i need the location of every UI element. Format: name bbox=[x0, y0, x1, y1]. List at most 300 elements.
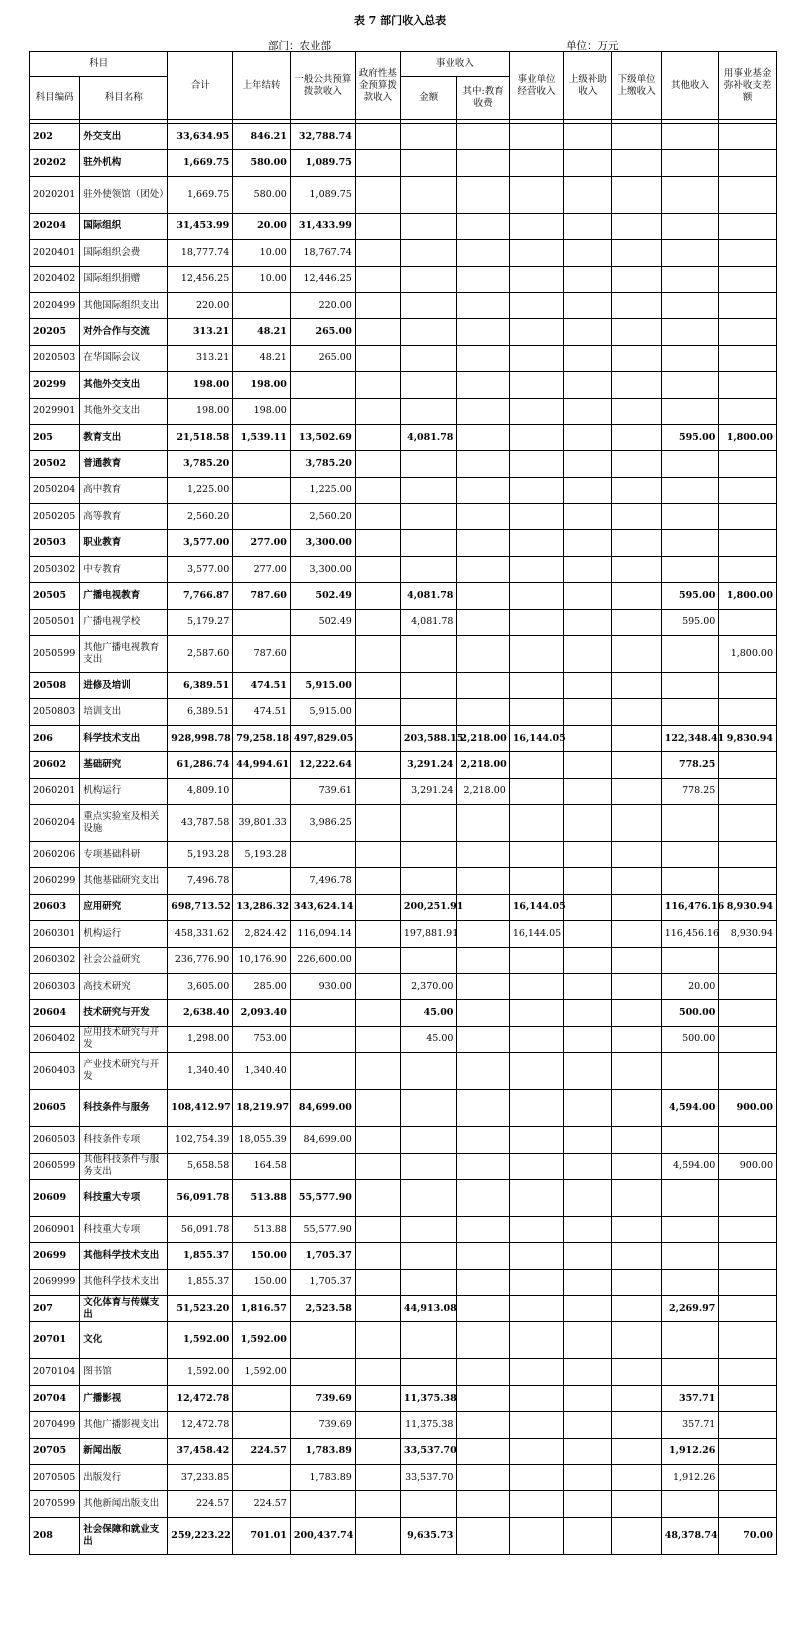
value-cell: 55,577.90 bbox=[290, 1216, 355, 1242]
value-cell: 1,816.57 bbox=[233, 1296, 291, 1322]
value-cell bbox=[661, 804, 719, 841]
value-cell: 502.49 bbox=[290, 583, 355, 609]
value-cell bbox=[564, 894, 612, 920]
value-cell bbox=[355, 213, 400, 239]
value-cell bbox=[400, 150, 457, 176]
value-cell bbox=[509, 868, 563, 894]
value-cell bbox=[564, 1090, 612, 1127]
value-cell bbox=[564, 1000, 612, 1026]
value-cell bbox=[355, 778, 400, 804]
subject-code-cell: 20503 bbox=[30, 530, 80, 556]
value-cell bbox=[457, 266, 509, 292]
unit-label: 单位：万元 bbox=[566, 40, 619, 52]
value-cell bbox=[564, 240, 612, 266]
value-cell bbox=[564, 804, 612, 841]
subject-name-cell: 其他基础研究支出 bbox=[80, 868, 168, 894]
value-cell: 3,577.00 bbox=[168, 556, 233, 582]
table-row bbox=[30, 1153, 777, 1179]
value-cell bbox=[612, 868, 661, 894]
subject-code-cell: 20603 bbox=[30, 894, 80, 920]
value-cell bbox=[509, 124, 563, 150]
value-cell bbox=[564, 778, 612, 804]
value-cell: 3,300.00 bbox=[290, 530, 355, 556]
value-cell bbox=[719, 556, 777, 582]
value-cell bbox=[400, 477, 457, 503]
subject-code-cell: 2029901 bbox=[30, 398, 80, 424]
table-row bbox=[30, 804, 777, 841]
value-cell: 5,658.58 bbox=[168, 1153, 233, 1179]
table-row bbox=[30, 1127, 777, 1153]
value-cell: 2,587.60 bbox=[168, 636, 233, 673]
value-cell: 313.21 bbox=[168, 319, 233, 345]
value-cell bbox=[661, 266, 719, 292]
value-cell: 2,638.40 bbox=[168, 1000, 233, 1026]
value-cell: 164.58 bbox=[233, 1153, 291, 1179]
value-cell: 61,286.74 bbox=[168, 752, 233, 778]
value-cell bbox=[509, 398, 563, 424]
value-cell: 1,592.00 bbox=[233, 1322, 291, 1359]
subject-name-cell: 国际组织会费 bbox=[80, 240, 168, 266]
value-cell: 595.00 bbox=[661, 424, 719, 450]
subject-code-cell: 2050205 bbox=[30, 504, 80, 530]
subject-name-cell: 其他科学技术支出 bbox=[80, 1269, 168, 1295]
value-cell bbox=[509, 1179, 563, 1216]
value-cell bbox=[509, 424, 563, 450]
value-cell bbox=[612, 150, 661, 176]
value-cell bbox=[612, 583, 661, 609]
value-cell: 224.57 bbox=[233, 1438, 291, 1464]
value-cell: 116,456.16 bbox=[661, 921, 719, 947]
subject-code-cell: 2070505 bbox=[30, 1465, 80, 1491]
value-cell: 150.00 bbox=[233, 1243, 291, 1269]
table-row bbox=[30, 319, 777, 345]
value-cell bbox=[661, 319, 719, 345]
value-cell bbox=[661, 1359, 719, 1385]
value-cell bbox=[719, 1053, 777, 1090]
subject-code-cell: 2070499 bbox=[30, 1412, 80, 1438]
value-cell bbox=[612, 1385, 661, 1411]
value-cell: 10,176.90 bbox=[233, 947, 291, 973]
value-cell bbox=[509, 1517, 563, 1554]
subject-code-cell: 202 bbox=[30, 124, 80, 150]
value-cell: 1,705.37 bbox=[290, 1243, 355, 1269]
value-cell bbox=[612, 1053, 661, 1090]
subject-name-cell: 社会公益研究 bbox=[80, 947, 168, 973]
value-cell bbox=[400, 636, 457, 673]
value-cell bbox=[457, 1385, 509, 1411]
subject-name-cell: 培训支出 bbox=[80, 699, 168, 725]
table-row bbox=[30, 345, 777, 371]
value-cell bbox=[355, 1465, 400, 1491]
value-cell bbox=[719, 752, 777, 778]
subject-name-cell: 职业教育 bbox=[80, 530, 168, 556]
table-row bbox=[30, 1090, 777, 1127]
value-cell: 900.00 bbox=[719, 1090, 777, 1127]
value-cell bbox=[509, 699, 563, 725]
value-cell: 5,915.00 bbox=[290, 673, 355, 699]
value-cell bbox=[457, 176, 509, 213]
value-cell bbox=[400, 176, 457, 213]
value-cell: 928,998.78 bbox=[168, 725, 233, 751]
subject-name-cell: 广播影视 bbox=[80, 1385, 168, 1411]
value-cell: 12,472.78 bbox=[168, 1385, 233, 1411]
value-cell bbox=[400, 266, 457, 292]
value-cell bbox=[355, 636, 400, 673]
value-cell: 1,539.11 bbox=[233, 424, 291, 450]
value-cell: 122,348.41 bbox=[661, 725, 719, 751]
header-fund-offset: 用事业基金弥补收支差额 bbox=[719, 52, 777, 120]
value-cell bbox=[457, 372, 509, 398]
value-cell bbox=[612, 266, 661, 292]
subject-code-cell: 2060901 bbox=[30, 1216, 80, 1242]
value-cell bbox=[564, 752, 612, 778]
subject-code-cell: 207 bbox=[30, 1296, 80, 1322]
value-cell: 265.00 bbox=[290, 345, 355, 371]
value-cell bbox=[661, 451, 719, 477]
value-cell: 9,830.94 bbox=[719, 725, 777, 751]
table-row bbox=[30, 530, 777, 556]
value-cell bbox=[457, 1491, 509, 1517]
value-cell bbox=[400, 699, 457, 725]
value-cell bbox=[564, 1359, 612, 1385]
header-carryover: 上年结转 bbox=[233, 52, 291, 120]
value-cell: 56,091.78 bbox=[168, 1179, 233, 1216]
value-cell: 8,930.94 bbox=[719, 894, 777, 920]
value-cell: 5,193.28 bbox=[233, 841, 291, 867]
value-cell: 45.00 bbox=[400, 1000, 457, 1026]
value-cell: 343,624.14 bbox=[290, 894, 355, 920]
value-cell bbox=[719, 1385, 777, 1411]
value-cell: 1,089.75 bbox=[290, 176, 355, 213]
value-cell bbox=[661, 636, 719, 673]
value-cell bbox=[564, 1517, 612, 1554]
value-cell bbox=[564, 150, 612, 176]
value-cell bbox=[509, 213, 563, 239]
value-cell bbox=[355, 398, 400, 424]
value-cell bbox=[612, 424, 661, 450]
subject-name-cell: 专项基础科研 bbox=[80, 841, 168, 867]
table-row bbox=[30, 699, 777, 725]
value-cell bbox=[509, 1000, 563, 1026]
subject-code-cell: 2020201 bbox=[30, 176, 80, 213]
value-cell bbox=[355, 725, 400, 751]
value-cell bbox=[661, 345, 719, 371]
header-amount: 金额 bbox=[400, 77, 457, 120]
value-cell bbox=[564, 609, 612, 635]
value-cell: 37,458.42 bbox=[168, 1438, 233, 1464]
value-cell bbox=[355, 1243, 400, 1269]
value-cell bbox=[612, 1491, 661, 1517]
value-cell bbox=[355, 451, 400, 477]
value-cell: 900.00 bbox=[719, 1153, 777, 1179]
value-cell bbox=[355, 947, 400, 973]
value-cell bbox=[233, 778, 291, 804]
value-cell bbox=[509, 752, 563, 778]
value-cell bbox=[661, 673, 719, 699]
value-cell bbox=[612, 609, 661, 635]
value-cell bbox=[564, 1412, 612, 1438]
table-title: 表 7 部门收入总表 bbox=[353, 14, 447, 27]
value-cell bbox=[457, 894, 509, 920]
value-cell bbox=[509, 1053, 563, 1090]
value-cell bbox=[661, 1053, 719, 1090]
table-row bbox=[30, 240, 777, 266]
table-row bbox=[30, 1179, 777, 1216]
subject-code-cell: 2050204 bbox=[30, 477, 80, 503]
subject-code-cell: 20605 bbox=[30, 1090, 80, 1127]
value-cell: 197,881.91 bbox=[400, 921, 457, 947]
value-cell bbox=[612, 345, 661, 371]
table-row bbox=[30, 1465, 777, 1491]
value-cell bbox=[564, 1243, 612, 1269]
value-cell: 21,518.58 bbox=[168, 424, 233, 450]
value-cell: 16,144.05 bbox=[509, 725, 563, 751]
value-cell: 474.51 bbox=[233, 673, 291, 699]
value-cell bbox=[400, 1179, 457, 1216]
value-cell: 5,193.28 bbox=[168, 841, 233, 867]
value-cell bbox=[612, 504, 661, 530]
value-cell bbox=[564, 1153, 612, 1179]
value-cell: 2,523.58 bbox=[290, 1296, 355, 1322]
header-business-income: 事业收入 bbox=[400, 52, 509, 77]
value-cell bbox=[457, 1412, 509, 1438]
value-cell bbox=[719, 124, 777, 150]
value-cell bbox=[564, 921, 612, 947]
value-cell bbox=[719, 504, 777, 530]
subject-code-cell: 2060299 bbox=[30, 868, 80, 894]
value-cell: 1,669.75 bbox=[168, 176, 233, 213]
value-cell bbox=[457, 319, 509, 345]
value-cell bbox=[400, 398, 457, 424]
value-cell: 43,787.58 bbox=[168, 804, 233, 841]
subject-code-cell: 20705 bbox=[30, 1438, 80, 1464]
value-cell: 18,055.39 bbox=[233, 1127, 291, 1153]
value-cell bbox=[719, 1179, 777, 1216]
subject-name-cell: 科技条件与服务 bbox=[80, 1090, 168, 1127]
table-row bbox=[30, 150, 777, 176]
value-cell: 513.88 bbox=[233, 1179, 291, 1216]
value-cell bbox=[457, 921, 509, 947]
value-cell: 84,699.00 bbox=[290, 1127, 355, 1153]
subject-code-cell: 2060302 bbox=[30, 947, 80, 973]
value-cell bbox=[719, 1127, 777, 1153]
value-cell bbox=[612, 1296, 661, 1322]
value-cell: 357.71 bbox=[661, 1412, 719, 1438]
value-cell bbox=[233, 868, 291, 894]
value-cell bbox=[612, 240, 661, 266]
subject-name-cell: 文化 bbox=[80, 1322, 168, 1359]
subject-name-cell: 普通教育 bbox=[80, 451, 168, 477]
table-row bbox=[30, 424, 777, 450]
value-cell: 1,340.40 bbox=[168, 1053, 233, 1090]
value-cell bbox=[564, 947, 612, 973]
value-cell: 48.21 bbox=[233, 319, 291, 345]
value-cell: 12,456.25 bbox=[168, 266, 233, 292]
value-cell bbox=[509, 1127, 563, 1153]
value-cell bbox=[233, 292, 291, 318]
value-cell bbox=[355, 345, 400, 371]
value-cell bbox=[290, 841, 355, 867]
subject-name-cell: 其他广播影视支出 bbox=[80, 1412, 168, 1438]
table-row bbox=[30, 1053, 777, 1090]
value-cell bbox=[509, 947, 563, 973]
table-row bbox=[30, 1296, 777, 1322]
value-cell bbox=[612, 1517, 661, 1554]
value-cell: 580.00 bbox=[233, 176, 291, 213]
value-cell: 2,218.00 bbox=[457, 752, 509, 778]
value-cell bbox=[457, 973, 509, 999]
value-cell: 55,577.90 bbox=[290, 1179, 355, 1216]
value-cell: 277.00 bbox=[233, 556, 291, 582]
table-row bbox=[30, 609, 777, 635]
value-cell bbox=[457, 841, 509, 867]
value-cell: 500.00 bbox=[661, 1000, 719, 1026]
subject-code-cell: 20205 bbox=[30, 319, 80, 345]
value-cell: 1,592.00 bbox=[168, 1359, 233, 1385]
subject-name-cell: 广播电视学校 bbox=[80, 609, 168, 635]
value-cell bbox=[457, 1359, 509, 1385]
value-cell bbox=[400, 1269, 457, 1295]
value-cell bbox=[612, 292, 661, 318]
value-cell: 44,913.08 bbox=[400, 1296, 457, 1322]
value-cell: 277.00 bbox=[233, 530, 291, 556]
value-cell bbox=[355, 1090, 400, 1127]
table-row bbox=[30, 947, 777, 973]
subject-name-cell: 技术研究与开发 bbox=[80, 1000, 168, 1026]
value-cell: 1,225.00 bbox=[168, 477, 233, 503]
value-cell: 5,179.27 bbox=[168, 609, 233, 635]
value-cell bbox=[457, 240, 509, 266]
value-cell bbox=[719, 868, 777, 894]
value-cell bbox=[233, 1412, 291, 1438]
value-cell bbox=[355, 1438, 400, 1464]
value-cell bbox=[564, 424, 612, 450]
value-cell: 778.25 bbox=[661, 778, 719, 804]
value-cell bbox=[612, 894, 661, 920]
table-row bbox=[30, 1491, 777, 1517]
value-cell: 31,453.99 bbox=[168, 213, 233, 239]
value-cell bbox=[564, 868, 612, 894]
value-cell bbox=[457, 673, 509, 699]
subject-code-cell: 20202 bbox=[30, 150, 80, 176]
table-row bbox=[30, 778, 777, 804]
value-cell: 33,634.95 bbox=[168, 124, 233, 150]
value-cell: 1,800.00 bbox=[719, 424, 777, 450]
value-cell bbox=[355, 124, 400, 150]
subject-code-cell: 2050803 bbox=[30, 699, 80, 725]
subject-name-cell: 社会保障和就业支出 bbox=[80, 1517, 168, 1554]
value-cell bbox=[355, 752, 400, 778]
value-cell: 224.57 bbox=[233, 1491, 291, 1517]
value-cell: 16,144.05 bbox=[509, 894, 563, 920]
value-cell bbox=[400, 1053, 457, 1090]
value-cell bbox=[355, 804, 400, 841]
value-cell bbox=[612, 124, 661, 150]
value-cell bbox=[612, 699, 661, 725]
value-cell bbox=[509, 1491, 563, 1517]
table-row bbox=[30, 398, 777, 424]
header-total: 合计 bbox=[168, 52, 233, 120]
value-cell bbox=[290, 372, 355, 398]
value-cell bbox=[612, 1179, 661, 1216]
value-cell: 11,375.38 bbox=[400, 1385, 457, 1411]
value-cell: 12,472.78 bbox=[168, 1412, 233, 1438]
value-cell bbox=[400, 124, 457, 150]
value-cell bbox=[509, 841, 563, 867]
table-body bbox=[30, 120, 777, 1555]
value-cell bbox=[509, 1269, 563, 1295]
value-cell bbox=[719, 150, 777, 176]
value-cell bbox=[355, 868, 400, 894]
value-cell bbox=[355, 894, 400, 920]
value-cell bbox=[355, 673, 400, 699]
table-row bbox=[30, 673, 777, 699]
value-cell bbox=[457, 1243, 509, 1269]
value-cell bbox=[564, 213, 612, 239]
subject-code-cell: 2070104 bbox=[30, 1359, 80, 1385]
value-cell bbox=[564, 841, 612, 867]
value-cell bbox=[719, 1412, 777, 1438]
value-cell bbox=[400, 947, 457, 973]
value-cell: 220.00 bbox=[168, 292, 233, 318]
subject-name-cell: 机构运行 bbox=[80, 778, 168, 804]
table-row bbox=[30, 1322, 777, 1359]
value-cell: 3,577.00 bbox=[168, 530, 233, 556]
subject-name-cell: 图书馆 bbox=[80, 1359, 168, 1385]
value-cell bbox=[355, 1269, 400, 1295]
subject-code-cell: 2050302 bbox=[30, 556, 80, 582]
value-cell: 198.00 bbox=[233, 372, 291, 398]
value-cell bbox=[564, 372, 612, 398]
value-cell: 84,699.00 bbox=[290, 1090, 355, 1127]
value-cell bbox=[509, 451, 563, 477]
value-cell bbox=[612, 947, 661, 973]
value-cell: 930.00 bbox=[290, 973, 355, 999]
value-cell bbox=[612, 176, 661, 213]
subject-name-cell: 其他广播电视教育支出 bbox=[80, 636, 168, 673]
value-cell bbox=[612, 530, 661, 556]
value-cell bbox=[612, 636, 661, 673]
value-cell bbox=[457, 1179, 509, 1216]
subject-code-cell: 2060503 bbox=[30, 1127, 80, 1153]
value-cell bbox=[400, 504, 457, 530]
value-cell bbox=[719, 213, 777, 239]
value-cell: 70.00 bbox=[719, 1517, 777, 1554]
value-cell bbox=[612, 1359, 661, 1385]
value-cell bbox=[509, 292, 563, 318]
table-header bbox=[30, 52, 777, 120]
value-cell bbox=[564, 1438, 612, 1464]
table-row bbox=[30, 1385, 777, 1411]
value-cell bbox=[509, 530, 563, 556]
value-cell bbox=[457, 213, 509, 239]
value-cell bbox=[564, 1127, 612, 1153]
value-cell bbox=[509, 1465, 563, 1491]
subject-name-cell: 应用技术研究与开发 bbox=[80, 1026, 168, 1052]
value-cell: 739.61 bbox=[290, 778, 355, 804]
value-cell bbox=[457, 556, 509, 582]
subject-name-cell: 科技条件专项 bbox=[80, 1127, 168, 1153]
value-cell: 198.00 bbox=[168, 372, 233, 398]
value-cell bbox=[509, 477, 563, 503]
table-row bbox=[30, 1216, 777, 1242]
value-cell bbox=[564, 556, 612, 582]
value-cell: 1,783.89 bbox=[290, 1465, 355, 1491]
subject-name-cell: 出版发行 bbox=[80, 1465, 168, 1491]
value-cell bbox=[661, 292, 719, 318]
table-row bbox=[30, 451, 777, 477]
value-cell: 11,375.38 bbox=[400, 1412, 457, 1438]
